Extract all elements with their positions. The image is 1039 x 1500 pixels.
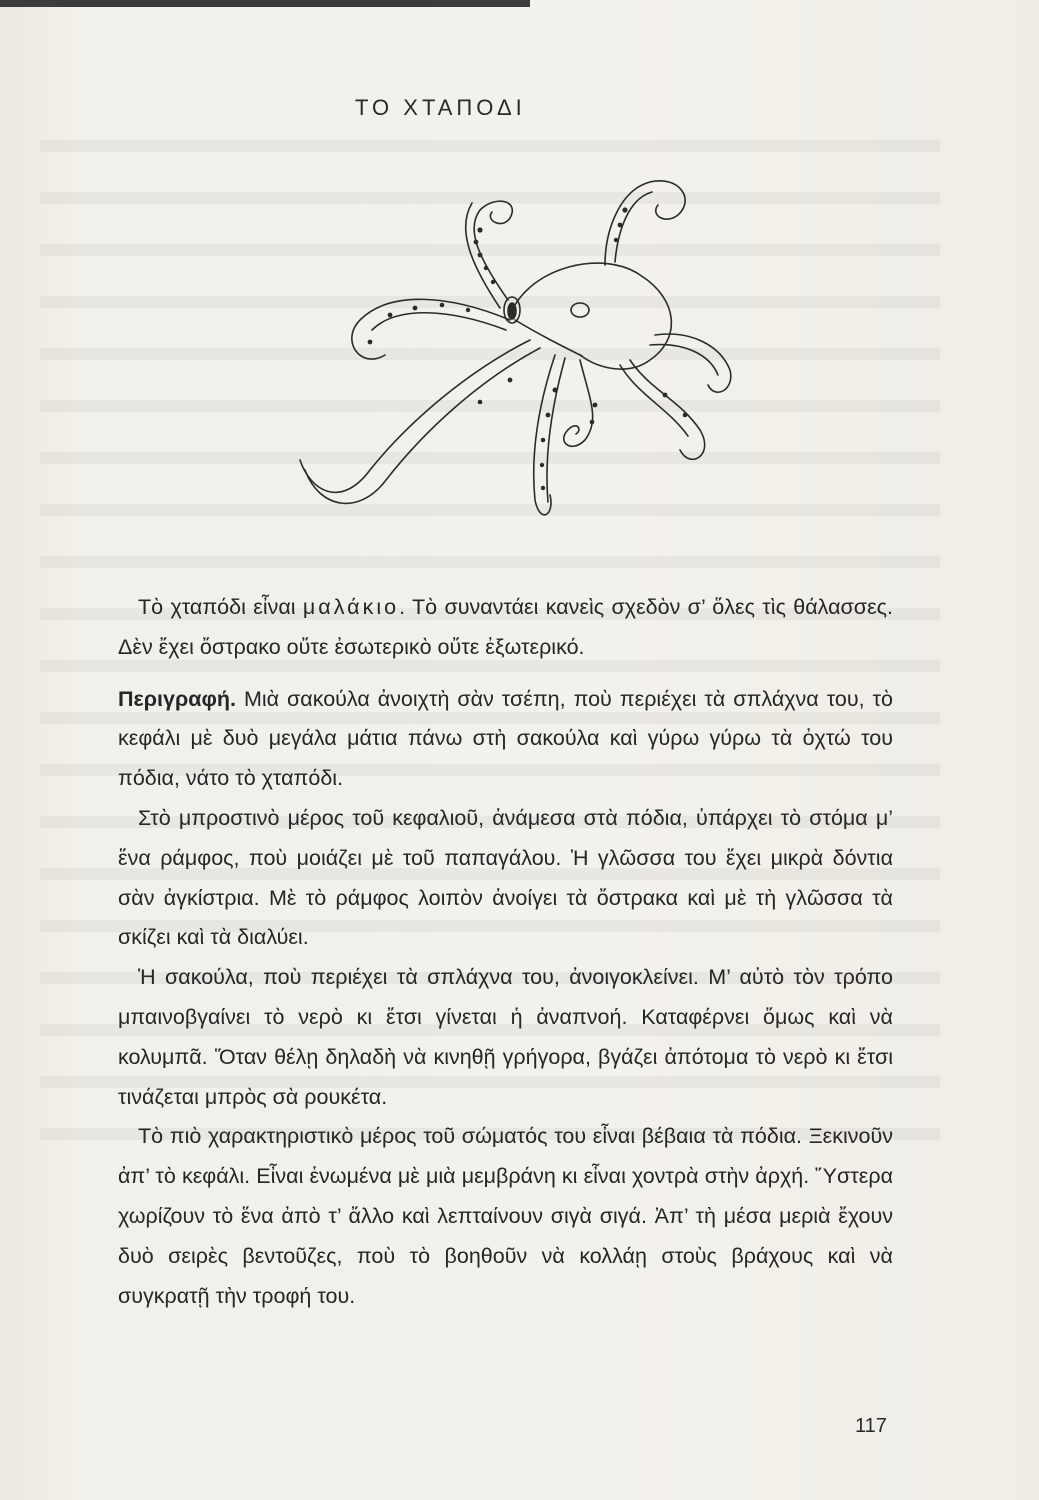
page-number: 117 [855, 1415, 887, 1437]
paragraph-intro [118, 588, 893, 668]
paragraph-description [118, 680, 893, 799]
paragraph-text: . Τὸ συναντάει κανεὶς σχεδὸν σ’ ὅλες τὶς θάλασσες. Δὲν ἔχει ὄστρακο οὔτε ἐσωτερικὸ οὔτε ἐξωτερικό. [118, 595, 893, 659]
section-heading: Περιγραφή. [118, 686, 236, 711]
paragraph-text: Τὸ χταπόδι εἶναι [138, 595, 303, 619]
paragraph-breathing: Ἡ σακούλα, ποὺ περιέχει τὰ σπλάχνα του, ἀνοιγοκλείνει. Μ’ αὐτὸ τὸν τρόπο μπαινοβγαίνει τὸ νερὸ κι ἔτσι γίνεται ἡ ἀναπνοή. Καταφέρνει ὅμως καὶ νὰ κολυμπᾶ. Ὅταν θέλῃ δηλαδὴ νὰ κινηθῇ γρήγορα, βγάζει ἀπότομα τὸ νερὸ κι ἔτσι τινάζεται μπρὸς σὰ ρουκέτα. [118, 965, 893, 1109]
page-title: ΤΟ ΧΤΑΠΟΔΙ [355, 95, 526, 120]
octopus-drawing-icon [210, 170, 750, 570]
paragraph-legs: Τὸ πιὸ χαρακτηριστικὸ μέρος τοῦ σώματός του εἶναι βέβαια τὰ πόδια. Ξεκινοῦν ἀπ’ τὸ κεφάλι. Εἶναι ἑνωμένα μὲ μιὰ μεμβράνη κι εἶναι χοντρὰ στὴν ἀρχή. Ὕστερα χωρίζουν τὸ ἕνα ἀπὸ τ’ ἄλλο καὶ λεπταίνουν σιγὰ σιγά. Ἀπ’ τὴ μέσα μεριὰ ἔχουν δυὸ σειρὲς βεντοῦζες, ποὺ τὸ βοηθοῦν νὰ κολλάῃ στοὺς βράχους καὶ νὰ συγκρατῇ τὴν τροφή του. [118, 1124, 893, 1308]
emphasized-term: μαλάκιο [302, 595, 400, 619]
body-text [118, 588, 893, 1316]
top-rule [0, 0, 530, 7]
paragraph-text: Μιὰ σακούλα ἀνοιχτὴ σὰν τσέπη, ποὺ περιέχει τὰ σπλάχνα του, τὸ κεφάλι μὲ δυὸ μεγάλα μάτια πάνω στὴ σακούλα καὶ γύρω γύρω τὰ ὀχτώ του πόδια, νάτο τὸ χταπόδι. [118, 686, 893, 791]
paragraph-mouth: Στὸ μπροστινὸ μέρος τοῦ κεφαλιοῦ, ἀνάμεσα στὰ πόδια, ὑπάρχει τὸ στόμα μ’ ἕνα ράμφος, ποὺ μοιάζει μὲ τοῦ παπαγάλου. Ἡ γλῶσσα του ἔχει μικρὰ δόντια σὰν ἀγκίστρια. Μὲ τὸ ράμφος λοιπὸν ἀνοίγει τὰ ὄστρακα καὶ μὲ τὴ γλῶσσα τὰ σκίζει καὶ τὰ διαλύει. [118, 805, 893, 950]
